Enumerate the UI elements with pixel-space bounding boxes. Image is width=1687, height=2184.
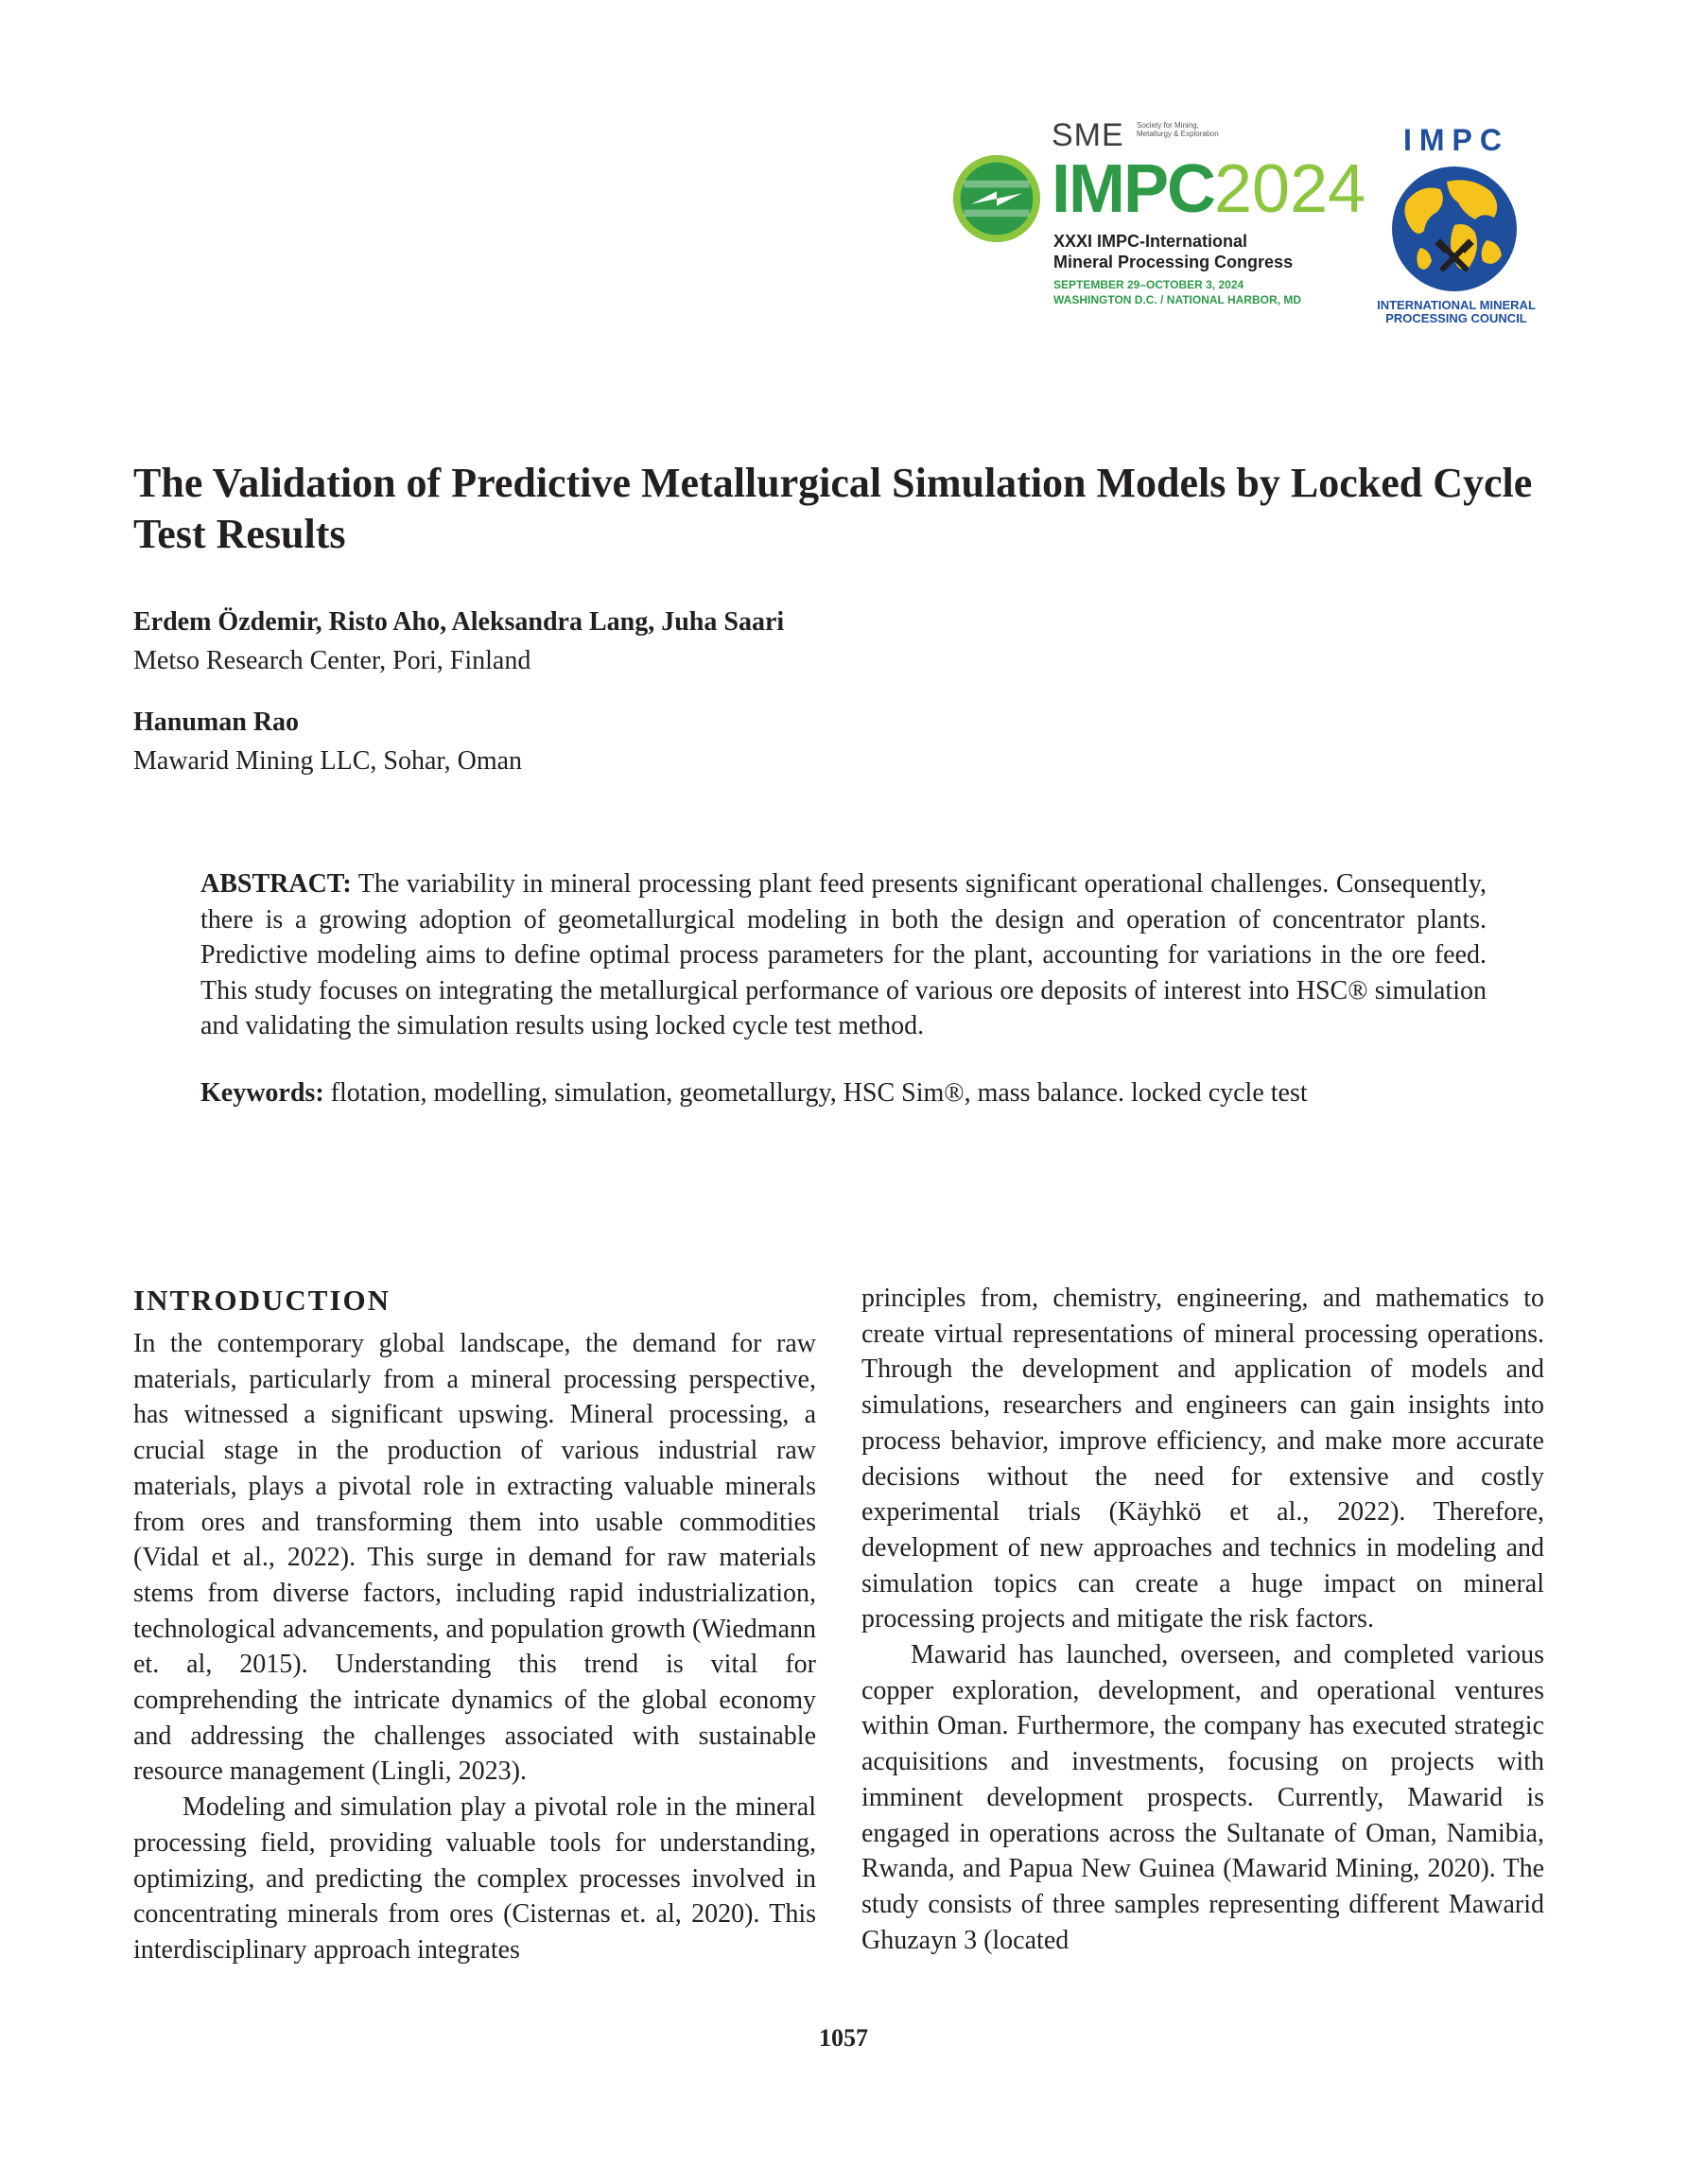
sme-subtitle: Society for Mining, Metallurgy & Exploration <box>1137 121 1219 138</box>
abstract-label: ABSTRACT: <box>200 869 352 899</box>
paragraph: principles from, chemistry, engineering, and mathematics to create virtual representations of mineral processing operations. Through the development and application of models and simulations, researchers and engineers can gain insights into process behavior, improve efficiency, and make more accurate decisions without the need for extensive and costly experimental trials (Käyhkö et al., 2022). Therefore, development of new approaches and technics in modeling and simulation topics can create a huge impact on mineral processing projects and mitigate the risk factors. <box>861 1284 1544 1634</box>
paragraph: Mawarid has launched, overseen, and completed various copper exploration, development, and operational ventures within Oman. Furthermore, the company has executed strategic acquisitions and investments, focusing on projects with imminent development prospects. Currently, Mawarid is engaged in operations across the Sultanate of Oman, Namibia, Rwanda, and Papua New Guinea (Mawarid Mining, 2020). The study consists of three samples representing different Mawarid Ghuzayn 3 (located <box>861 1640 1544 1955</box>
author-affiliation: Metso Research Center, Pori, Finland <box>133 646 531 675</box>
congress-dates: SEPTEMBER 29–OCTOBER 3, 2024 <box>1053 278 1244 291</box>
globe-with-hammers-icon <box>1388 163 1521 295</box>
impc-2024-conference-logo <box>946 114 1366 322</box>
left-column <box>133 1326 816 1968</box>
paragraph: In the contemporary global landscape, the demand for raw materials, particularly from a mineral processing perspective, has witnessed a significant upswing. Mineral processing, a crucial stage in the production of various industrial raw materials, plays a pivotal role in extracting valuable minerals from ores and transforming them into usable commodities (Vidal et al., 2022). This surge in demand for raw materials stems from diverse factors, including rapid industrialization, technological advancements, and population growth (Wiedmann et. al, 2015). Understanding this trend is vital for comprehending the intricate dynamics of the global economy and addressing the challenges associated with sustainable resource management (Lingli, 2023). <box>133 1329 816 1787</box>
impc-year: 2024 <box>1214 151 1366 227</box>
author-affiliation: Mawarid Mining LLC, Sohar, Oman <box>133 746 523 776</box>
congress-name-line2: Mineral Processing Congress <box>1053 253 1294 271</box>
abstract-text: The variability in mineral processing plant feed presents significant operational challenges. Consequently, there is a growing adoption of geometallurgical modeling in both the design and operation of concentrator plants. Predictive modeling aims to define optimal process parameters for the plant, accounting for variations in the ore feed. This study focuses on integrating the metallurgical performance of various ore deposits of interest into HSC® simulation and validating the simulation results using locked cycle test method. <box>200 869 1487 1040</box>
council-name-line2: PROCESSING COUNCIL <box>1385 311 1527 325</box>
impc-word: IMPC <box>1052 151 1214 227</box>
congress-location: WASHINGTON D.C. / NATIONAL HARBOR, MD <box>1053 293 1301 306</box>
impc-green-circle-icon <box>951 153 1042 244</box>
council-name-line1: INTERNATIONAL MINERAL <box>1377 298 1536 312</box>
keywords-text: flotation, modelling, simulation, geometallurgy, HSC Sim®, mass balance. locked cycle test <box>330 1078 1308 1108</box>
sme-wordmark: SME <box>1052 117 1124 153</box>
page-number: 1057 <box>819 2024 868 2052</box>
author-names: Hanuman Rao <box>133 708 300 737</box>
keywords-label: Keywords: <box>200 1078 324 1108</box>
author-names: Erdem Özdemir, Risto Aho, Aleksandra Lang, Juha Saari <box>133 607 785 637</box>
paragraph: Modeling and simulation play a pivotal role in the mineral processing field, providing valuable tools for understanding, optimizing, and predicting the complex processes involved in concentrating minerals from ores (Cisternas et. al, 2020). This interdisciplinary approach integrates <box>133 1792 816 1965</box>
section-heading-introduction: INTRODUCTION <box>133 1284 391 1317</box>
council-acronym: IMPC <box>1403 123 1509 157</box>
keywords <box>200 1078 1487 1109</box>
impc-2024-wordmark <box>1052 151 1366 227</box>
paper-title: The Validation of Predictive Metallurgical Simulation Models by Locked Cycle Test Results <box>133 460 1533 557</box>
congress-name-line1: XXXI IMPC-International <box>1053 232 1248 251</box>
right-column <box>861 1281 1544 1958</box>
impc-council-logo <box>1362 123 1551 325</box>
abstract <box>200 866 1487 1044</box>
